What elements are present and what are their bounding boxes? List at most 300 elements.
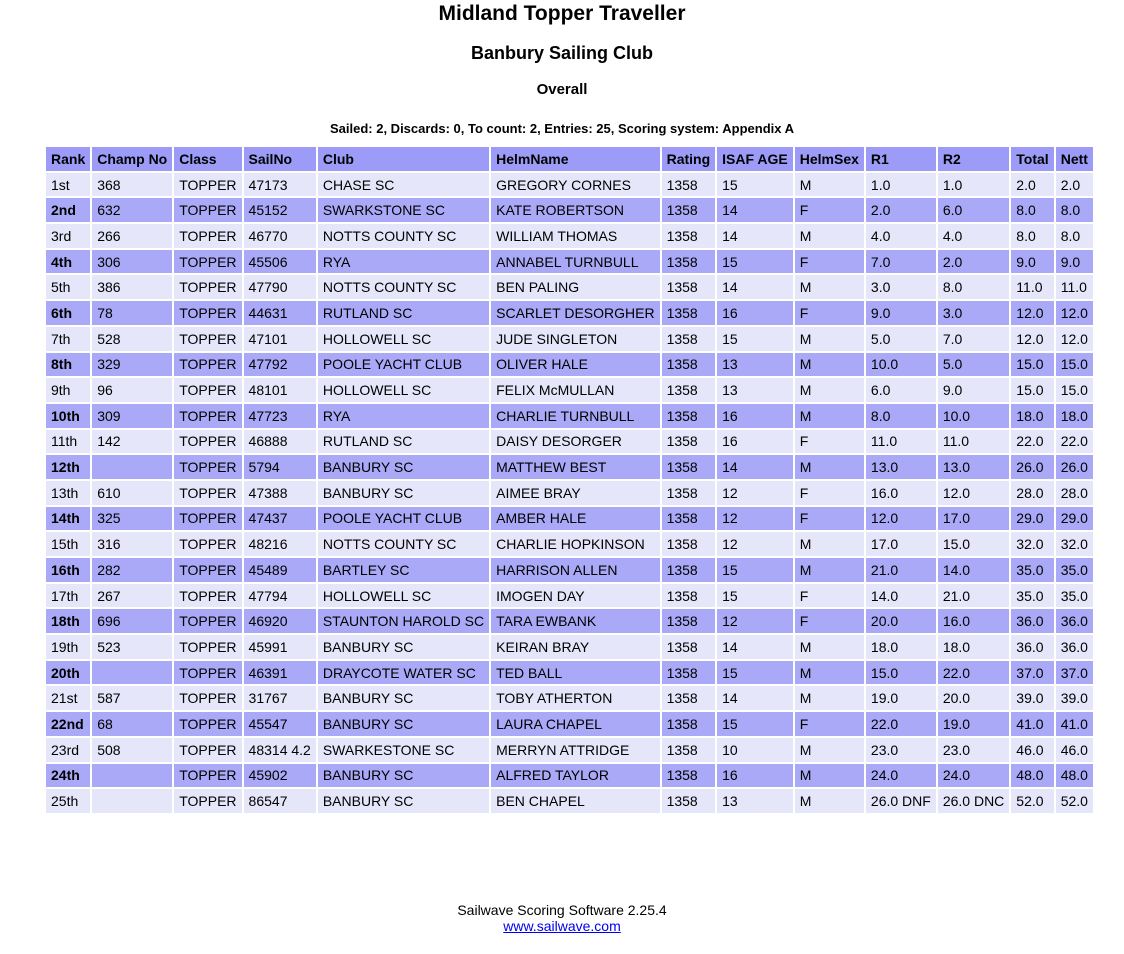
cell-r2: 6.0 xyxy=(938,198,1009,222)
table-row xyxy=(46,764,1093,788)
cell-club: RYA xyxy=(318,250,489,274)
cell-isaf-age: 15 xyxy=(717,250,793,274)
cell-sail-no: 47792 xyxy=(244,353,316,377)
cell-helm-name: FELIX McMULLAN xyxy=(491,378,659,402)
cell-r1: 4.0 xyxy=(866,224,936,248)
cell-r1: 9.0 xyxy=(866,301,936,325)
cell-champ-no: 309 xyxy=(92,404,172,428)
cell-class: TOPPER xyxy=(174,250,241,274)
footer xyxy=(0,902,1124,934)
cell-rank: 20th xyxy=(46,661,90,685)
cell-champ-no: 68 xyxy=(92,712,172,736)
cell-total: 2.0 xyxy=(1011,173,1053,197)
cell-nett: 8.0 xyxy=(1056,198,1093,222)
cell-helm-name: OLIVER HALE xyxy=(491,353,659,377)
series-title: Overall xyxy=(536,81,588,98)
cell-club: BANBURY SC xyxy=(318,481,489,505)
cell-sail-no: 48314 4.2 xyxy=(244,738,316,762)
cell-helm-name: DAISY DESORGER xyxy=(491,430,659,454)
cell-nett: 12.0 xyxy=(1056,327,1093,351)
column-header-isaf-age: ISAF AGE xyxy=(717,147,793,171)
cell-champ-no: 587 xyxy=(92,686,172,710)
cell-helm-sex: M xyxy=(795,686,864,710)
cell-total: 12.0 xyxy=(1011,301,1053,325)
table-row xyxy=(46,455,1093,479)
cell-total: 37.0 xyxy=(1011,661,1053,685)
cell-club: BARTLEY SC xyxy=(318,558,489,582)
cell-helm-name: TOBY ATHERTON xyxy=(491,686,659,710)
cell-total: 22.0 xyxy=(1011,430,1053,454)
cell-helm-name: GREGORY CORNES xyxy=(491,173,659,197)
cell-club: BANBURY SC xyxy=(318,712,489,736)
cell-sail-no: 47723 xyxy=(244,404,316,428)
cell-sail-no: 45152 xyxy=(244,198,316,222)
cell-r2: 4.0 xyxy=(938,224,1009,248)
cell-r2: 9.0 xyxy=(938,378,1009,402)
cell-r1: 13.0 xyxy=(866,455,936,479)
cell-isaf-age: 14 xyxy=(717,686,793,710)
cell-club: BANBURY SC xyxy=(318,764,489,788)
cell-nett: 12.0 xyxy=(1056,301,1093,325)
column-header-r2: R2 xyxy=(938,147,1009,171)
cell-rank: 24th xyxy=(46,764,90,788)
cell-helm-name: JUDE SINGLETON xyxy=(491,327,659,351)
cell-nett: 32.0 xyxy=(1056,532,1093,556)
cell-helm-name: KATE ROBERTSON xyxy=(491,198,659,222)
cell-nett: 8.0 xyxy=(1056,224,1093,248)
cell-sail-no: 45547 xyxy=(244,712,316,736)
cell-nett: 36.0 xyxy=(1056,635,1093,659)
cell-r2: 11.0 xyxy=(938,430,1009,454)
cell-rank: 2nd xyxy=(46,198,90,222)
column-header-nett: Nett xyxy=(1056,147,1093,171)
cell-nett: 35.0 xyxy=(1056,558,1093,582)
cell-club: RYA xyxy=(318,404,489,428)
cell-rating: 1358 xyxy=(662,173,716,197)
column-header-helm-name: HelmName xyxy=(491,147,659,171)
cell-sail-no: 46888 xyxy=(244,430,316,454)
cell-rank: 6th xyxy=(46,301,90,325)
cell-club: NOTTS COUNTY SC xyxy=(318,532,489,556)
cell-class: TOPPER xyxy=(174,378,241,402)
cell-club: BANBURY SC xyxy=(318,455,489,479)
cell-nett: 52.0 xyxy=(1056,789,1093,813)
cell-champ-no: 528 xyxy=(92,327,172,351)
cell-sail-no: 45902 xyxy=(244,764,316,788)
table-row xyxy=(46,584,1093,608)
column-header-rating: Rating xyxy=(662,147,716,171)
cell-class: TOPPER xyxy=(174,532,241,556)
results-table xyxy=(44,145,1095,815)
cell-class: TOPPER xyxy=(174,738,241,762)
cell-helm-name: BEN CHAPEL xyxy=(491,789,659,813)
cell-class: TOPPER xyxy=(174,301,241,325)
cell-sail-no: 48101 xyxy=(244,378,316,402)
cell-isaf-age: 12 xyxy=(717,532,793,556)
cell-champ-no: 329 xyxy=(92,353,172,377)
cell-club: SWARKSTONE SC xyxy=(318,198,489,222)
cell-total: 39.0 xyxy=(1011,686,1053,710)
cell-class: TOPPER xyxy=(174,455,241,479)
cell-total: 46.0 xyxy=(1011,738,1053,762)
cell-club: RUTLAND SC xyxy=(318,301,489,325)
cell-rank: 4th xyxy=(46,250,90,274)
cell-isaf-age: 14 xyxy=(717,224,793,248)
cell-r1: 23.0 xyxy=(866,738,936,762)
cell-class: TOPPER xyxy=(174,198,241,222)
table-row xyxy=(46,224,1093,248)
cell-r2: 2.0 xyxy=(938,250,1009,274)
cell-rank: 10th xyxy=(46,404,90,428)
cell-champ-no: 96 xyxy=(92,378,172,402)
cell-r1: 6.0 xyxy=(866,378,936,402)
cell-r2: 23.0 xyxy=(938,738,1009,762)
cell-class: TOPPER xyxy=(174,764,241,788)
cell-rank: 16th xyxy=(46,558,90,582)
table-row xyxy=(46,173,1093,197)
cell-rank: 23rd xyxy=(46,738,90,762)
cell-helm-sex: F xyxy=(795,250,864,274)
cell-isaf-age: 10 xyxy=(717,738,793,762)
cell-total: 28.0 xyxy=(1011,481,1053,505)
cell-isaf-age: 14 xyxy=(717,198,793,222)
cell-helm-name: TARA EWBANK xyxy=(491,609,659,633)
cell-helm-name: MATTHEW BEST xyxy=(491,455,659,479)
cell-rank: 17th xyxy=(46,584,90,608)
cell-helm-sex: M xyxy=(795,558,864,582)
cell-isaf-age: 16 xyxy=(717,764,793,788)
cell-nett: 35.0 xyxy=(1056,584,1093,608)
cell-r2: 5.0 xyxy=(938,353,1009,377)
cell-r2: 24.0 xyxy=(938,764,1009,788)
cell-r2: 16.0 xyxy=(938,609,1009,633)
cell-helm-sex: F xyxy=(795,481,864,505)
cell-nett: 48.0 xyxy=(1056,764,1093,788)
results-summary: Sailed: 2, Discards: 0, To count: 2, Entries: 25, Scoring system: Appendix A xyxy=(329,121,795,136)
cell-sail-no: 44631 xyxy=(244,301,316,325)
cell-rating: 1358 xyxy=(662,609,716,633)
cell-total: 26.0 xyxy=(1011,455,1053,479)
cell-helm-sex: M xyxy=(795,455,864,479)
cell-r2: 12.0 xyxy=(938,481,1009,505)
cell-r1: 5.0 xyxy=(866,327,936,351)
cell-r1: 20.0 xyxy=(866,609,936,633)
cell-rating: 1358 xyxy=(662,558,716,582)
cell-club: NOTTS COUNTY SC xyxy=(318,275,489,299)
cell-total: 52.0 xyxy=(1011,789,1053,813)
cell-rating: 1358 xyxy=(662,430,716,454)
cell-isaf-age: 12 xyxy=(717,609,793,633)
cell-rating: 1358 xyxy=(662,404,716,428)
cell-sail-no: 45489 xyxy=(244,558,316,582)
table-row xyxy=(46,275,1093,299)
cell-club: HOLLOWELL SC xyxy=(318,327,489,351)
cell-isaf-age: 15 xyxy=(717,558,793,582)
cell-isaf-age: 14 xyxy=(717,455,793,479)
cell-isaf-age: 14 xyxy=(717,635,793,659)
cell-r2: 14.0 xyxy=(938,558,1009,582)
cell-r2: 18.0 xyxy=(938,635,1009,659)
cell-nett: 36.0 xyxy=(1056,609,1093,633)
cell-champ-no xyxy=(92,661,172,685)
cell-helm-name: SCARLET DESORGHER xyxy=(491,301,659,325)
cell-club: POOLE YACHT CLUB xyxy=(318,507,489,531)
table-row xyxy=(46,430,1093,454)
cell-helm-name: CHARLIE HOPKINSON xyxy=(491,532,659,556)
cell-helm-name: KEIRAN BRAY xyxy=(491,635,659,659)
cell-r2: 19.0 xyxy=(938,712,1009,736)
sailwave-link[interactable]: www.sailwave.com xyxy=(503,918,621,934)
cell-isaf-age: 15 xyxy=(717,173,793,197)
software-credit: Sailwave Scoring Software 2.25.4 xyxy=(457,902,667,918)
cell-rank: 14th xyxy=(46,507,90,531)
cell-champ-no: 78 xyxy=(92,301,172,325)
cell-sail-no: 86547 xyxy=(244,789,316,813)
cell-total: 18.0 xyxy=(1011,404,1053,428)
cell-r2: 10.0 xyxy=(938,404,1009,428)
cell-class: TOPPER xyxy=(174,404,241,428)
cell-nett: 18.0 xyxy=(1056,404,1093,428)
cell-total: 15.0 xyxy=(1011,378,1053,402)
column-header-class: Class xyxy=(174,147,241,171)
cell-rating: 1358 xyxy=(662,250,716,274)
cell-helm-sex: M xyxy=(795,661,864,685)
cell-rank: 9th xyxy=(46,378,90,402)
cell-nett: 28.0 xyxy=(1056,481,1093,505)
cell-club: HOLLOWELL SC xyxy=(318,584,489,608)
cell-r1: 26.0 DNF xyxy=(866,789,936,813)
cell-helm-name: WILLIAM THOMAS xyxy=(491,224,659,248)
cell-nett: 41.0 xyxy=(1056,712,1093,736)
cell-helm-sex: F xyxy=(795,430,864,454)
cell-nett: 39.0 xyxy=(1056,686,1093,710)
cell-club: POOLE YACHT CLUB xyxy=(318,353,489,377)
table-row xyxy=(46,353,1093,377)
cell-r1: 21.0 xyxy=(866,558,936,582)
cell-r2: 3.0 xyxy=(938,301,1009,325)
cell-sail-no: 47101 xyxy=(244,327,316,351)
cell-r1: 11.0 xyxy=(866,430,936,454)
cell-sail-no: 46391 xyxy=(244,661,316,685)
cell-helm-sex: F xyxy=(795,301,864,325)
cell-club: SWARKESTONE SC xyxy=(318,738,489,762)
cell-r2: 20.0 xyxy=(938,686,1009,710)
cell-helm-name: LAURA CHAPEL xyxy=(491,712,659,736)
cell-r2: 22.0 xyxy=(938,661,1009,685)
cell-isaf-age: 16 xyxy=(717,404,793,428)
cell-champ-no: 632 xyxy=(92,198,172,222)
table-row xyxy=(46,404,1093,428)
table-row xyxy=(46,712,1093,736)
cell-club: RUTLAND SC xyxy=(318,430,489,454)
table-row xyxy=(46,198,1093,222)
cell-champ-no: 325 xyxy=(92,507,172,531)
cell-helm-name: BEN PALING xyxy=(491,275,659,299)
cell-nett: 37.0 xyxy=(1056,661,1093,685)
cell-sail-no: 45991 xyxy=(244,635,316,659)
cell-champ-no: 316 xyxy=(92,532,172,556)
cell-isaf-age: 15 xyxy=(717,584,793,608)
cell-helm-sex: F xyxy=(795,712,864,736)
cell-club: CHASE SC xyxy=(318,173,489,197)
cell-nett: 2.0 xyxy=(1056,173,1093,197)
cell-helm-sex: M xyxy=(795,224,864,248)
cell-helm-name: MERRYN ATTRIDGE xyxy=(491,738,659,762)
cell-sail-no: 47794 xyxy=(244,584,316,608)
table-row xyxy=(46,789,1093,813)
cell-rating: 1358 xyxy=(662,327,716,351)
cell-class: TOPPER xyxy=(174,353,241,377)
cell-helm-name: AIMEE BRAY xyxy=(491,481,659,505)
cell-r1: 7.0 xyxy=(866,250,936,274)
cell-rating: 1358 xyxy=(662,353,716,377)
cell-class: TOPPER xyxy=(174,609,241,633)
table-row xyxy=(46,686,1093,710)
cell-helm-sex: M xyxy=(795,275,864,299)
cell-class: TOPPER xyxy=(174,275,241,299)
cell-r2: 15.0 xyxy=(938,532,1009,556)
cell-total: 41.0 xyxy=(1011,712,1053,736)
cell-rating: 1358 xyxy=(662,532,716,556)
cell-rank: 1st xyxy=(46,173,90,197)
cell-nett: 26.0 xyxy=(1056,455,1093,479)
cell-champ-no: 696 xyxy=(92,609,172,633)
cell-rating: 1358 xyxy=(662,224,716,248)
cell-r1: 12.0 xyxy=(866,507,936,531)
table-row xyxy=(46,635,1093,659)
cell-rank: 25th xyxy=(46,789,90,813)
cell-helm-name: ANNABEL TURNBULL xyxy=(491,250,659,274)
cell-sail-no: 46770 xyxy=(244,224,316,248)
cell-r1: 3.0 xyxy=(866,275,936,299)
cell-club: STAUNTON HAROLD SC xyxy=(318,609,489,633)
cell-helm-sex: M xyxy=(795,327,864,351)
cell-rating: 1358 xyxy=(662,198,716,222)
cell-isaf-age: 15 xyxy=(717,661,793,685)
cell-r2: 26.0 DNC xyxy=(938,789,1009,813)
cell-helm-sex: M xyxy=(795,738,864,762)
cell-class: TOPPER xyxy=(174,789,241,813)
cell-nett: 22.0 xyxy=(1056,430,1093,454)
cell-total: 8.0 xyxy=(1011,198,1053,222)
column-header-sail-no: SailNo xyxy=(244,147,316,171)
cell-isaf-age: 13 xyxy=(717,378,793,402)
table-row xyxy=(46,558,1093,582)
column-header-club: Club xyxy=(318,147,489,171)
cell-isaf-age: 14 xyxy=(717,275,793,299)
cell-class: TOPPER xyxy=(174,635,241,659)
cell-helm-sex: F xyxy=(795,609,864,633)
cell-r2: 7.0 xyxy=(938,327,1009,351)
cell-sail-no: 5794 xyxy=(244,455,316,479)
cell-helm-name: IMOGEN DAY xyxy=(491,584,659,608)
cell-total: 48.0 xyxy=(1011,764,1053,788)
cell-rank: 18th xyxy=(46,609,90,633)
cell-champ-no xyxy=(92,764,172,788)
cell-rank: 3rd xyxy=(46,224,90,248)
cell-helm-sex: F xyxy=(795,584,864,608)
cell-helm-sex: M xyxy=(795,635,864,659)
cell-nett: 29.0 xyxy=(1056,507,1093,531)
cell-rating: 1358 xyxy=(662,764,716,788)
cell-rating: 1358 xyxy=(662,661,716,685)
cell-sail-no: 47790 xyxy=(244,275,316,299)
cell-champ-no: 266 xyxy=(92,224,172,248)
table-header-row xyxy=(46,147,1093,171)
table-row xyxy=(46,481,1093,505)
cell-nett: 15.0 xyxy=(1056,353,1093,377)
cell-rank: 12th xyxy=(46,455,90,479)
cell-champ-no xyxy=(92,455,172,479)
page-title: Midland Topper Traveller xyxy=(438,2,686,25)
cell-rating: 1358 xyxy=(662,686,716,710)
cell-total: 35.0 xyxy=(1011,558,1053,582)
table-body xyxy=(46,173,1093,813)
cell-sail-no: 31767 xyxy=(244,686,316,710)
cell-helm-name: AMBER HALE xyxy=(491,507,659,531)
cell-rank: 19th xyxy=(46,635,90,659)
cell-champ-no: 386 xyxy=(92,275,172,299)
cell-club: HOLLOWELL SC xyxy=(318,378,489,402)
cell-rating: 1358 xyxy=(662,584,716,608)
cell-class: TOPPER xyxy=(174,327,241,351)
cell-isaf-age: 15 xyxy=(717,327,793,351)
cell-class: TOPPER xyxy=(174,507,241,531)
cell-helm-sex: M xyxy=(795,173,864,197)
cell-class: TOPPER xyxy=(174,584,241,608)
cell-rank: 13th xyxy=(46,481,90,505)
table-row xyxy=(46,250,1093,274)
cell-r2: 13.0 xyxy=(938,455,1009,479)
cell-club: NOTTS COUNTY SC xyxy=(318,224,489,248)
column-header-rank: Rank xyxy=(46,147,90,171)
cell-sail-no: 46920 xyxy=(244,609,316,633)
cell-isaf-age: 12 xyxy=(717,507,793,531)
cell-class: TOPPER xyxy=(174,430,241,454)
table-row xyxy=(46,301,1093,325)
cell-rank: 7th xyxy=(46,327,90,351)
cell-nett: 11.0 xyxy=(1056,275,1093,299)
cell-nett: 9.0 xyxy=(1056,250,1093,274)
cell-rank: 5th xyxy=(46,275,90,299)
cell-rating: 1358 xyxy=(662,275,716,299)
cell-r1: 2.0 xyxy=(866,198,936,222)
cell-champ-no: 306 xyxy=(92,250,172,274)
cell-rating: 1358 xyxy=(662,738,716,762)
cell-helm-name: HARRISON ALLEN xyxy=(491,558,659,582)
cell-r1: 14.0 xyxy=(866,584,936,608)
cell-total: 11.0 xyxy=(1011,275,1053,299)
cell-total: 36.0 xyxy=(1011,609,1053,633)
cell-total: 15.0 xyxy=(1011,353,1053,377)
cell-nett: 46.0 xyxy=(1056,738,1093,762)
cell-total: 32.0 xyxy=(1011,532,1053,556)
cell-rating: 1358 xyxy=(662,481,716,505)
cell-rank: 11th xyxy=(46,430,90,454)
column-header-r1: R1 xyxy=(866,147,936,171)
cell-champ-no: 523 xyxy=(92,635,172,659)
table-row xyxy=(46,609,1093,633)
cell-total: 12.0 xyxy=(1011,327,1053,351)
cell-champ-no: 610 xyxy=(92,481,172,505)
cell-r1: 24.0 xyxy=(866,764,936,788)
cell-helm-sex: F xyxy=(795,507,864,531)
cell-r1: 19.0 xyxy=(866,686,936,710)
cell-helm-name: ALFRED TAYLOR xyxy=(491,764,659,788)
cell-class: TOPPER xyxy=(174,481,241,505)
cell-rating: 1358 xyxy=(662,455,716,479)
cell-isaf-age: 16 xyxy=(717,430,793,454)
